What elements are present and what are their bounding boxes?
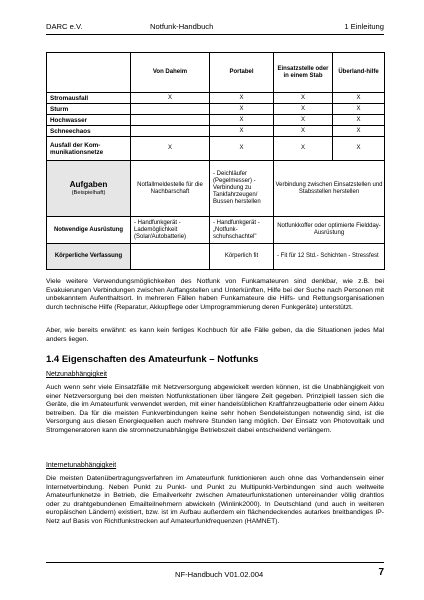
table-cell <box>131 244 210 270</box>
table-cell: Körperlich fit <box>210 244 274 270</box>
table-cell: X <box>274 137 333 161</box>
row-label-ausruestung: Notwendige Ausrüstung <box>47 217 131 244</box>
table-corner <box>47 53 131 93</box>
row-label: Schneechaos <box>47 126 131 137</box>
paragraph: Auch wenn sehr viele Einsatzfälle mit Netzversorgung abgewickelt werden können, ist die Unabhängigkeit von einer Netzversorgung bei den meisten Notfunkstationen über längere Zeit gegeben. Prinzipiell lassen sich die Geräte, die im Amateurfunk verwendet werden, mit einer handelsüblichen Kraftfahrzeugbatterie oder einem Akku betreiben. Da für die meisten Funkverbindungen keine sehr hohen Sendeleistungen notwendig sind, ist die Versorgung aus diesen Energiequellen auch mehrere Stunden lang möglich. Der Einsatz von Photovoltaik und Stromgeneratoren kann die stromnetzunabhängige Betriebszeit dabei entscheidend verlängern. <box>46 384 384 434</box>
table-cell: - Handfunkgerät - „Notfunk-schuhschachtel" <box>210 217 274 244</box>
row-label-aufgaben <box>47 161 131 217</box>
table-cell: X <box>274 104 333 115</box>
table-cell: X <box>210 137 274 161</box>
table-cell: X <box>210 104 274 115</box>
header-title: Notfunk-Handbuch <box>150 22 214 31</box>
aufgaben-subtitle: (Beispielhaft) <box>71 190 106 196</box>
row-label: Hochwasser <box>47 115 131 126</box>
table-cell: X <box>274 115 333 126</box>
subheading: Internetunabhängigkeit <box>46 462 117 469</box>
table-cell: X <box>333 137 385 161</box>
table-cell: X <box>333 126 385 137</box>
footer-rule <box>46 562 384 563</box>
table-cell <box>131 104 210 115</box>
paragraph: Viele weitere Verwendungsmöglichkeiten des Notfunk von Funkamateuren sind denkbar, wie z.B. bei Evakuierungen Verbindungen zwischen Auffangstellen und Unterkünften, Hilfe bei der Suche nach Personen mit unbekanntem Aufenthaltsort. In mehreren Fällen haben Funkamateure die Hilfs- und Rettungsorganisationen durch technische Hilfe (Reparatur, Akkupflege oder Umprogrammierung deren Funkgeräte) unterstützt. <box>46 278 384 311</box>
row-label: Sturm <box>47 104 131 115</box>
row-label: Stromausfall <box>47 93 131 104</box>
table-cell: X <box>333 104 385 115</box>
table-cell: X <box>333 115 385 126</box>
row-label: Ausfall der Kom-munikationsnetze <box>47 137 131 161</box>
row-label-verfassung: Körperliche Verfassung <box>47 244 131 270</box>
col-header: Portabel <box>210 53 274 93</box>
table-cell: X <box>131 137 210 161</box>
table-cell: - Fit für 12 Std.- Schichten - Stressfest <box>274 244 385 270</box>
table-cell <box>131 115 210 126</box>
table-cell: X <box>210 93 274 104</box>
table-cell: X <box>333 93 385 104</box>
table-cell: Verbindung zwischen Einsatzstellen und Stabsstellen herstellen <box>274 161 385 217</box>
col-header: Von Daheim <box>131 53 210 93</box>
paragraph: Die meisten Datenübertragungsverfahren im Amateurfunk funktionieren auch ohne das Vorhandensein einer Internetverbindung. Neben Punkt zu Punkt- und Punkt zu Multipunkt-Verbindungen sind auch weltweite Amateurfunknetze in Betrieb, die Emailverkehr zwischen Amateurfunkstationen untereinander völlig drahtlos oder zu drahtgebundenen Emailteilnehmern abwickeln (Winlink2000). In Deutschland (und auch in weiteren europäischen Ländern) existiert, bzw. ist im Aufbau außerdem ein flächendeckendes autarkes breitbandiges IP-Netz auf Basis von Richtfunkstrecken auf Amateurfunkfrequenzen (HAMNET). <box>46 475 384 525</box>
page-number: 7 <box>378 567 384 578</box>
scenario-table <box>46 52 385 270</box>
table-cell <box>131 126 210 137</box>
table-cell: - Deichläufer (Pegelmesser) - Verbindung zu Tankfahrzeugen/ Bussen herstellen <box>210 161 274 217</box>
col-header: Überland-hilfe <box>333 53 385 93</box>
section-title: 1.4 Eigenschaften des Amateurfunk – Notfunks <box>46 354 259 365</box>
table-cell: X <box>131 93 210 104</box>
subheading: Netzunabhängigkeit <box>46 371 107 378</box>
header-chapter: 1 Einleitung <box>344 22 384 31</box>
table-cell: Notfunkkoffer oder optimierte Fieldday-Ausrüstung <box>274 217 385 244</box>
table-cell: X <box>274 93 333 104</box>
aufgaben-title: Aufgaben <box>69 180 108 189</box>
paragraph: Aber, wie bereits erwähnt: es kann kein fertiges Kochbuch für alle Fälle geben, da die Situationen jedes Mal anders liegen. <box>46 327 384 343</box>
table-cell: Notfallmeldestelle für die Nachbarschaft <box>131 161 210 217</box>
table-cell: X <box>210 126 274 137</box>
header-rule <box>46 34 384 35</box>
footer-text: NF-Handbuch V01.02.004 <box>175 570 264 579</box>
header-org: DARC e.V. <box>46 22 83 31</box>
col-header: Einsatzstelle oder in einem Stab <box>274 53 333 93</box>
table-cell: X <box>274 126 333 137</box>
table-cell: X <box>210 115 274 126</box>
table-cell: - Handfunkgerät - Lademöglichkeit (Solar/Autobatterie) <box>131 217 210 244</box>
